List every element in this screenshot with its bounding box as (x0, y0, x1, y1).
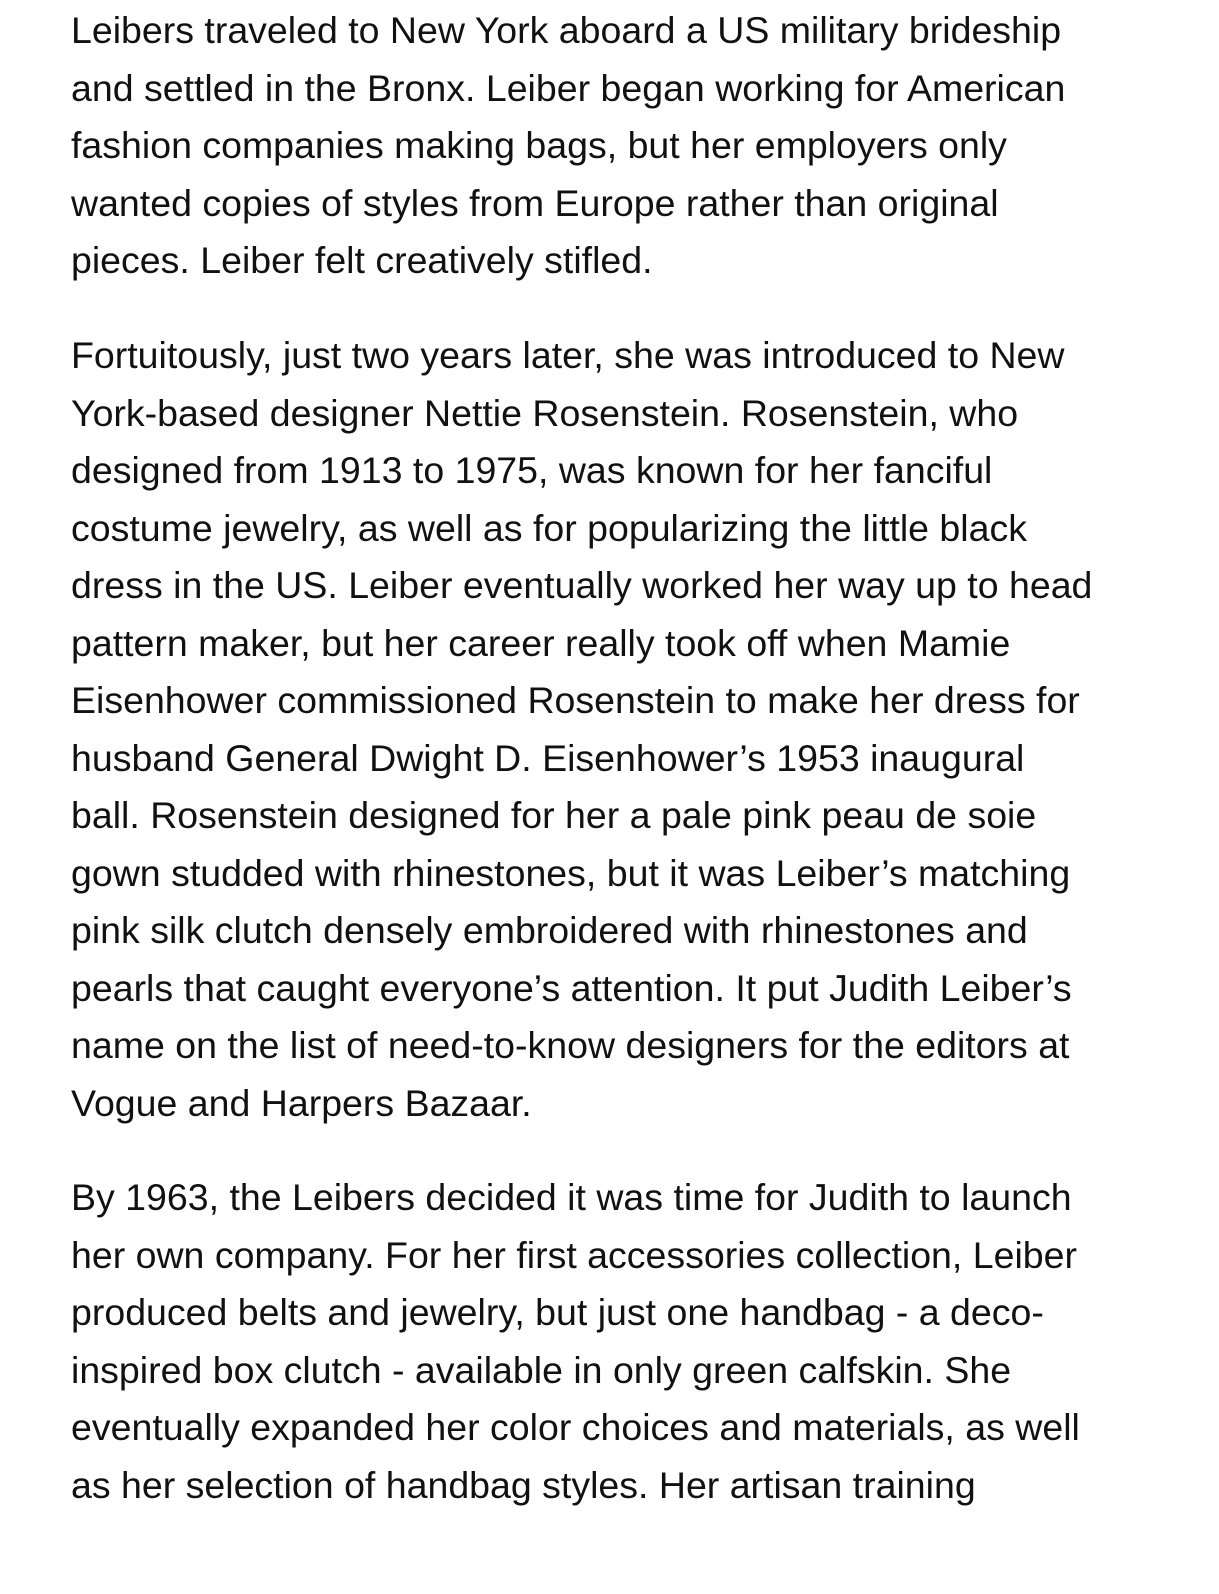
paragraph-2: Fortuitously, just two years later, she was introduced to New York-based designer Nettie Rosenstein. Rosenstein, who designed from 1913 to 1975, was known for her fanciful costume jewelry, as well as for popularizing the little black dress in the US. Leiber eventually worked her way up to head pattern maker, but her career really took off when Mamie Eisenhower commissioned Rosenstein to make her dress for husband General Dwight D. Eisenhower’s 1953 inaugural ball. Rosenstein designed for her a pale pink peau de soie gown studded with rhinestones, but it was Leiber’s matching pink silk clutch densely embroidered with rhinestones and pearls that caught everyone’s attention. It put Judith Leiber’s name on the list of need-to-know designers for the editors at Vogue and Harpers Bazaar. (71, 334, 1093, 1124)
paragraph-1: Leibers traveled to New York aboard a US military brideship and settled in the Bronx. Leiber began working for American fashion companies making bags, but her employers only wanted copies of styles from Europe rather than original pieces. Leiber felt creatively stifled. (71, 9, 1066, 281)
paragraph-3: By 1963, the Leibers decided it was time for Judith to launch her own company. For her first accessories collection, Leiber produced belts and jewelry, but just one handbag - a deco- inspired box clutch - available in only green calfskin. She eventually expanded her color choices and materials, as well as her selection of handbag styles. Her artisan training (71, 1176, 1080, 1506)
